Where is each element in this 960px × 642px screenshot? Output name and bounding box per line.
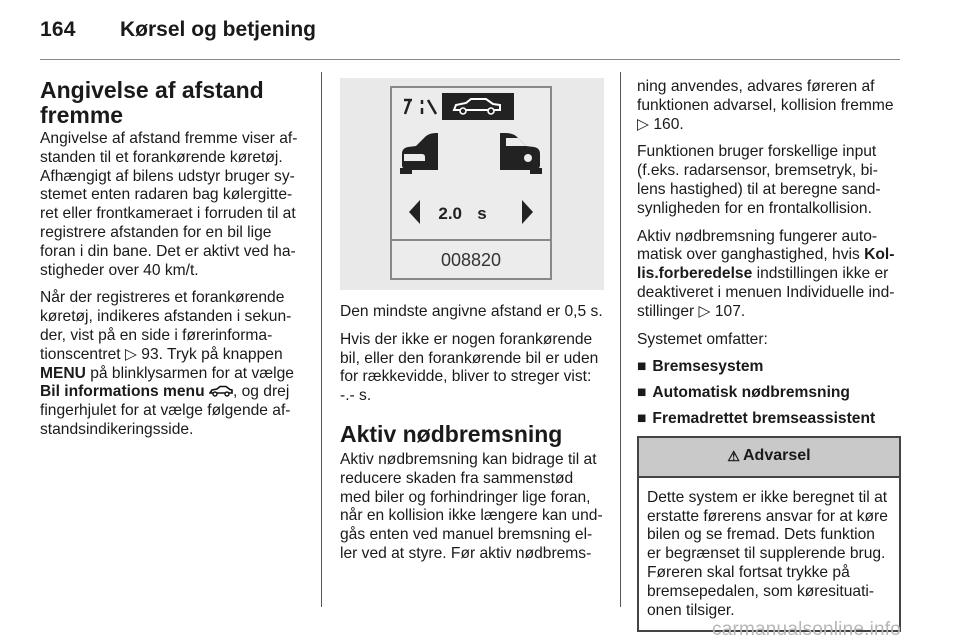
collision-prep-setting-label: Kol-lis.forberedelse — [637, 246, 895, 283]
paragraph: Hvis der ikke er nogen forankørende bil, eller den forankørende bil er uden for rækkevidde, bliver to streger vist: -.- s. — [340, 330, 599, 405]
paragraph: Når der registreres et forankørende køretøj, indikeres afstanden i sekun-der, vist på en side i førerinforma-tionscentret ▷ 93. Tryk på knappen MENU på blinklysarmen for at vælge Bil informations menu , og drej fingerhjulet for at vælge følgende af-standsindikeringsside. — [40, 289, 294, 438]
warning-header — [639, 438, 899, 478]
header-title: Kørsel og betjening — [120, 18, 317, 41]
column-3 — [637, 78, 903, 632]
warning-text: Dette system er ikke beregnet til at erstatte førerens ansvar for at køre bilen og se fremad. Dets funktion er begrænset til supplerende brug. Føreren skal fortsat trykke på bremsepedalen, som køresituati-onen tilsiger. — [647, 488, 888, 619]
lane-icon — [404, 100, 436, 114]
list-item: ■ Automatisk nødbremsning — [637, 384, 850, 402]
car-icon — [209, 383, 233, 400]
driver-info-display — [390, 86, 552, 280]
page-ref-link[interactable]: 107 — [714, 302, 741, 320]
section-heading-distance: Angivelse af afstand fremme — [40, 77, 264, 128]
system-components-list — [637, 358, 903, 428]
vehicle-ahead-icon — [500, 133, 542, 174]
distance-display-figure — [340, 78, 604, 290]
page-ref-arrow-icon: ▷ — [698, 302, 711, 320]
watermark: carmanualsonline.info — [712, 619, 902, 640]
distance-time-value: 2.0 — [438, 204, 462, 223]
page-header — [40, 14, 920, 54]
own-car-icon — [400, 133, 438, 174]
paragraph: Systemet omfatter: — [637, 330, 768, 348]
list-item: ■ Bremsesystem — [637, 358, 764, 376]
warning-title: Advarsel — [742, 447, 811, 465]
bullet-square-icon: ■ — [637, 384, 647, 402]
car-mode-icon — [442, 93, 514, 120]
paragraph: Den mindste angivne afstand er 0,5 s. — [340, 303, 603, 320]
bullet-square-icon: ■ — [637, 358, 647, 376]
paragraph: Funktionen bruger forskellige input (f.eks. radarsensor, bremsetryk, bi-lens hastighed) til at beregne sand-synligheden for en frontalkollision. — [637, 143, 881, 217]
header-rule — [40, 59, 900, 60]
column-divider-2 — [620, 72, 621, 607]
paragraph: Aktiv nødbremsning kan bidrage til at reducere skaden fra sammenstød med biler og forhindringer lige foran, når en kollision ikke længere kan und-gås enten ved manuel bremsning el-ler ved at styre. Før aktiv nødbrems- — [340, 450, 603, 562]
bullet-square-icon: ■ — [637, 409, 647, 427]
distance-time-unit: s — [477, 204, 487, 223]
chevron-left-icon[interactable] — [409, 200, 420, 224]
page-ref-link[interactable]: 160 — [653, 115, 680, 133]
list-item: ■ Fremadrettet bremseassistent — [637, 409, 876, 427]
odometer-value: 008820 — [440, 250, 502, 270]
section-heading-emergency-braking: Aktiv nødbremsning — [340, 420, 563, 447]
page-ref-link[interactable]: 93 — [141, 345, 159, 363]
page-number: 164 — [40, 18, 76, 41]
page-ref-arrow-icon: ▷ — [637, 115, 649, 133]
bil-informations-menu-label: Bil informations menu — [40, 383, 205, 401]
column-divider-1 — [321, 72, 322, 607]
chevron-right-icon[interactable] — [522, 200, 533, 224]
paragraph: Aktiv nødbremsning fungerer auto-matisk over ganghastighed, hvis Kol-lis.forberedelse indstillingen ikke er deaktiveret i menuen Individuelle ind-stillinger ▷ 107. — [637, 227, 895, 320]
paragraph: Angivelse af afstand fremme viser af-standen til et forankørende køretøj. Afhængigt af bilens udstyr bruger sy-stemet enten radaren bag kølergitte-ret eller frontkameraet i forruden til at registrere afstanden for en bil lige foran i din bane. Det er aktivt ved ha-stigheder over 40 km/t. — [40, 130, 298, 279]
column-1 — [40, 78, 306, 449]
warning-triangle-icon: ⚠ — [727, 448, 740, 465]
paragraph: ning anvendes, advares føreren af funktionen advarsel, kollision fremme ▷ 160. — [637, 78, 894, 133]
page-ref-arrow-icon: ▷ — [124, 345, 137, 363]
warning-box — [637, 436, 901, 633]
column-2 — [340, 78, 605, 573]
menu-button-label: MENU — [40, 364, 86, 382]
